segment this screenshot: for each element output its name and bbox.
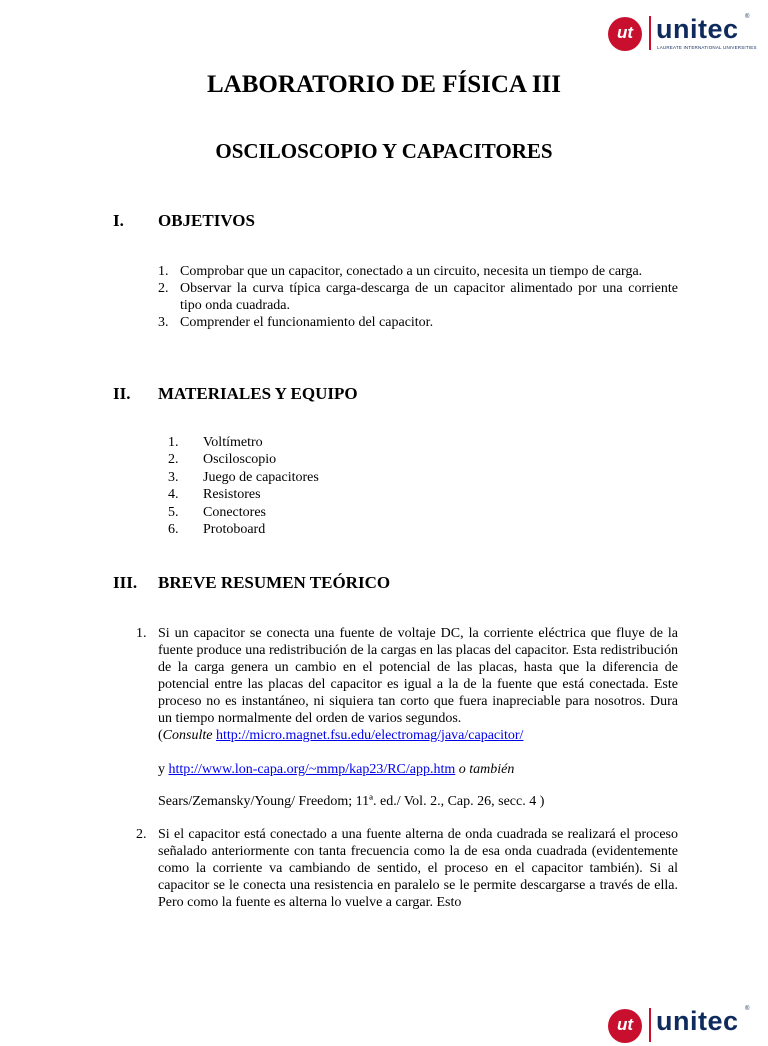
materials-list xyxy=(168,434,468,538)
list-item: 5. Conectores xyxy=(168,504,266,520)
section-number-theory: III. xyxy=(113,573,138,592)
list-item: 6. Protoboard xyxy=(168,522,266,538)
logo-divider xyxy=(649,1008,651,1042)
list-item: 2. Osciloscopio xyxy=(168,452,277,468)
section-title-theory: BREVE RESUMEN TEÓRICO xyxy=(158,573,391,592)
list-item: 1. Comprobar que un capacitor, conectado a un circuito, necesita un tiempo de carga. xyxy=(158,264,643,279)
logo-wordmark: unitec xyxy=(656,1006,739,1036)
registered-mark: ® xyxy=(745,14,750,20)
unitec-logo xyxy=(606,14,758,54)
logo-divider xyxy=(649,16,651,50)
unitec-mark-icon: ut xyxy=(608,1009,642,1043)
section-number-materials: II. xyxy=(113,384,131,403)
logo-tagline: LAUREATE INTERNATIONAL UNIVERSITIES xyxy=(657,45,757,50)
link-magnet-capacitor[interactable]: http://micro.magnet.fsu.edu/electromag/java/capacitor/ xyxy=(215,728,524,743)
page-title: LABORATORIO DE FÍSICA III xyxy=(206,71,562,98)
consult-label: Consulte xyxy=(162,728,213,743)
section-title-objectives: OBJETIVOS xyxy=(158,211,255,230)
page-subtitle: OSCILOSCOPIO Y CAPACITORES xyxy=(215,139,553,163)
section-title-materials: MATERIALES Y EQUIPO xyxy=(158,384,358,403)
objectives-list xyxy=(158,263,678,331)
unitec-mark-icon: ut xyxy=(608,17,642,51)
theory-paragraph-1: 1. Si un capacitor se conecta una fuente de voltaje DC, la corriente eléctrica que fluye de la fuente produce una redistribución de la cargas en las placas del capacitor. Esta redistribución de la carga genera un cambio en el potencial de las placas, hasta que la diferencia de potencial entre las placas del capacitor es igual a la de la fuente que está conectada. Este proceso no es instantáneo, ni siquiera tan corto que fuera inapreciable para nosotros. Dura un tiempo normalmente del orden de varios segundos. (Consulte http://micro.magnet.fsu.edu/electromag/java/capacitor/ xyxy=(136,626,678,743)
registered-mark: ® xyxy=(745,1006,750,1012)
list-item: 2. Observar la curva típica carga-descarga de un capacitor alimentado por una corriente tipo onda cuadrada. xyxy=(158,281,678,313)
reference-line: y http://www.lon-capa.org/~mmp/kap23/RC/app.htm o también xyxy=(158,762,515,777)
theory-paragraph-2: 2. Si el capacitor está conectado a una fuente alterna de onda cuadrada se realizará el proceso señalado anteriormente con tanta frecuencia como la de esa onda cuadrada (evidentemente como la corriente va cambiando de sentido, el proceso en el capacitor también). Si al capacitor se le conecta una resistencia en paralelo se le permite descargarse a través de ella. Pero como la fuente es alterna lo vuelve a cargar. Esto xyxy=(136,827,678,910)
list-item: 3. Juego de capacitores xyxy=(168,469,319,485)
list-item: 3. Comprender el funcionamiento del capacitor. xyxy=(158,315,434,330)
list-item: 1. Voltímetro xyxy=(168,435,263,450)
citation: Sears/Zemansky/Young/ Freedom; 11ª. ed./ Vol. 2., Cap. 26, secc. 4 ) xyxy=(158,794,545,809)
logo-wordmark: unitec xyxy=(656,14,739,44)
unitec-logo-footer xyxy=(606,1006,758,1046)
link-lon-capa-rc[interactable]: http://www.lon-capa.org/~mmp/kap23/RC/app.htm xyxy=(168,762,456,777)
list-item: 4. Resistores xyxy=(168,487,261,503)
section-number-objectives: I. xyxy=(113,211,124,230)
